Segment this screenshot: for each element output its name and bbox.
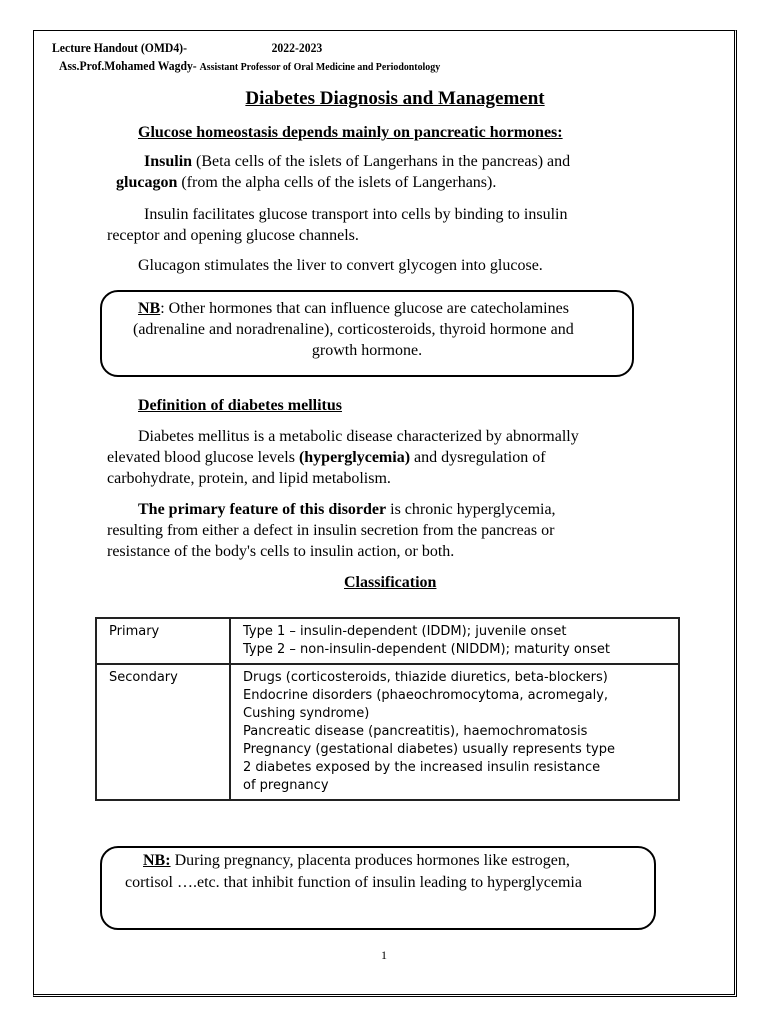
text: is chronic hyperglycemia, [386,501,556,518]
table-row [96,664,679,800]
paragraph-1-line-2 [116,172,496,193]
paragraph-5 [138,499,556,520]
nb-2-line-1 [143,850,570,871]
table-line: Drugs (corticosteroids, thiazide diuretics, beta-blockers) [243,670,608,685]
nb-1-line-1 [138,298,569,319]
paragraph-3: Glucagon stimulates the liver to convert glycogen into glucose. [138,257,543,274]
text: (Beta cells of the islets of Langerhans in the pancreas) and [192,153,571,170]
paragraph-4: Diabetes mellitus is a metabolic disease characterized by abnormally [138,428,579,445]
classification-heading: Classification [344,574,437,591]
page-number: 1 [381,948,387,962]
paragraph-5-line-2: resulting from either a defect in insulin secretion from the pancreas or [107,522,555,539]
author-name: Ass.Prof.Mohamed Wagdy- [59,58,197,73]
table-line: Cushing syndrome) [243,706,370,721]
section-subtitle: Glucose homeostasis depends mainly on pancreatic hormones: [138,124,563,141]
header-line-1 [52,40,322,56]
table-line: Endocrine disorders (phaeochromocytoma, acromegaly, [243,688,609,703]
text: and dysregulation of [410,449,546,466]
text: During pregnancy, placenta produces hormones like estrogen, [170,852,570,869]
definition-heading: Definition of diabetes mellitus [138,397,342,414]
table-line: 2 diabetes exposed by the increased insulin resistance [243,760,601,775]
paragraph-2-line-2: receptor and opening glucose channels. [107,227,359,244]
bold-lead: The primary feature of this disorder [138,501,387,518]
handout-label: Lecture Handout (OMD4)- [52,40,187,55]
table-line: Type 1 – insulin-dependent (IDDM); juvenile onset [243,624,567,639]
paragraph-4-line-3: carbohydrate, protein, and lipid metabolism. [107,470,391,487]
paragraph-1 [144,151,570,172]
term-glucagon: glucagon [116,174,178,191]
paragraph-4-line-2 [107,447,546,468]
author-title: Assistant Professor of Oral Medicine and Periodontology [199,61,441,73]
table-line: Pancreatic disease (pancreatitis), haemochromatosis [243,724,588,739]
text: (from the alpha cells of the islets of Langerhans). [177,174,497,191]
table-line: of pregnancy [243,778,329,793]
nb-label: NB [138,300,161,317]
table-row [96,618,679,664]
nb-1-line-2: (adrenaline and noradrenaline), corticosteroids, thyroid hormone and [133,321,574,338]
term-insulin: Insulin [144,153,193,170]
academic-year: 2022-2023 [271,40,323,55]
table-line: Type 2 – non-insulin-dependent (NIDDM); maturity onset [243,642,610,657]
classification-table [95,617,680,801]
text: elevated blood glucose levels [107,449,299,466]
nb-2-line-2: cortisol ….etc. that inhibit function of insulin leading to hyperglycemia [125,874,582,891]
category-cell: Secondary [96,664,230,800]
table-line: Pregnancy (gestational diabetes) usually represents type [243,742,615,757]
term-hyperglycemia: (hyperglycemia) [298,449,411,466]
category-cell: Primary [96,618,230,664]
types-cell [230,664,679,800]
nb-label: NB: [143,852,171,869]
paragraph-5-line-3: resistance of the body's cells to insulin action, or both. [107,543,455,560]
text: : Other hormones that can influence glucose are catecholamines [160,300,569,317]
document-title: Diabetes Diagnosis and Management [245,88,545,109]
nb-1-line-3: growth hormone. [311,342,423,359]
paragraph-2: Insulin facilitates glucose transport into cells by binding to insulin [144,206,568,223]
types-cell [230,618,679,664]
header-line-2 [59,58,440,74]
